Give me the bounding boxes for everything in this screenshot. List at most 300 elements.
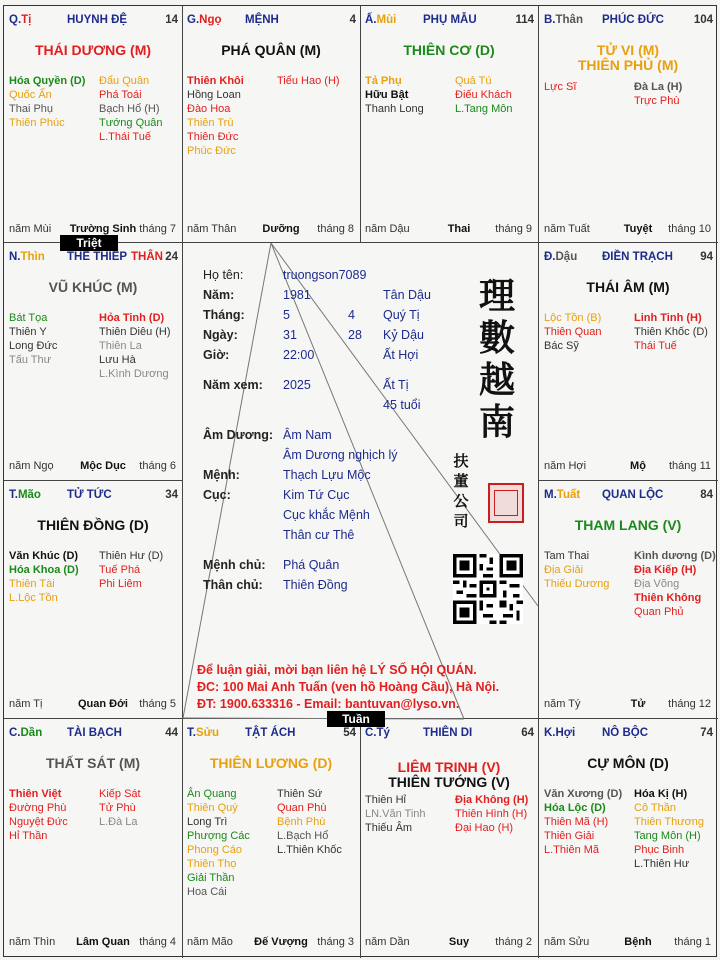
menh-label: Mệnh:	[203, 468, 240, 482]
hour-value: 22:00	[283, 348, 315, 362]
star: Thanh Long	[365, 103, 424, 115]
star: Hoa Cái	[187, 886, 227, 898]
month-lunar: 4	[348, 308, 355, 322]
tuvi-chart	[3, 5, 717, 957]
palace-major-limit: 4	[349, 14, 356, 26]
month-marker: tháng 5	[139, 698, 176, 710]
star: Thiên Y	[9, 326, 47, 338]
star: Quả Tú	[455, 75, 492, 87]
than-chu-value: Thiên Đồng	[283, 578, 348, 592]
main-star: THIÊN TƯỚNG (V)	[388, 774, 510, 790]
stars-right-col	[634, 311, 717, 353]
palace-chi: Hợi	[555, 727, 576, 739]
palace-can: Ấ.	[365, 14, 377, 26]
amduong-value: Âm Nam	[283, 428, 332, 442]
stars-right-col	[277, 787, 360, 857]
palace-footer	[544, 460, 713, 474]
palace-major-limit: 44	[165, 727, 178, 739]
star: Điếu Khách	[455, 89, 512, 101]
star: Thiên Quý	[187, 802, 238, 814]
palace-major-limit: 24	[165, 251, 178, 263]
star: Bác Sỹ	[544, 340, 579, 352]
stars-right-col	[99, 549, 182, 591]
amduong-label: Âm Dương:	[203, 428, 274, 442]
palace-cell-thin[interactable]	[4, 243, 182, 480]
stars-left-col	[187, 787, 277, 899]
palace-cell-than[interactable]	[539, 6, 717, 243]
stars-right-col	[277, 74, 360, 88]
day-solar: 31	[283, 328, 297, 342]
palace-header	[544, 489, 713, 505]
star: Long Đức	[9, 340, 58, 352]
stars-right-col	[455, 793, 538, 835]
month-marker: tháng 8	[317, 223, 354, 235]
star: Quốc Ấn	[9, 89, 52, 101]
palace-name: ĐIỀN TRẠCH	[602, 251, 673, 263]
red-seal	[488, 483, 524, 523]
main-star: LIÊM TRINH (V)	[397, 759, 501, 775]
view-year-label: Năm xem:	[203, 378, 263, 392]
star: Thai Phụ	[9, 103, 54, 115]
palace-footer	[544, 223, 713, 237]
palace-name: MỆNH	[245, 14, 279, 26]
palace-major-limit: 94	[700, 251, 713, 263]
palace-position	[544, 251, 577, 263]
day-lunar: 28	[348, 328, 362, 342]
calligraphy-small	[451, 451, 471, 531]
star: Tả Phụ	[365, 75, 402, 87]
palace-can: K.	[544, 727, 556, 739]
life-phase: Bệnh	[624, 936, 652, 948]
palace-header	[544, 14, 713, 30]
star: Quan Phù	[277, 802, 327, 814]
contact-phone-email[interactable]: ĐT: 1900.633316 - Email: bantuvan@lyso.vn.	[197, 697, 460, 711]
star: Ân Quang	[187, 788, 237, 800]
life-phase: Thai	[447, 223, 471, 235]
triet-badge: Triệt	[60, 235, 118, 251]
center-info-panel	[183, 243, 539, 719]
palace-major-limit: 14	[165, 14, 178, 26]
star: Thiên Diêu (H)	[99, 326, 171, 338]
main-star: THIÊN LƯƠNG (D)	[209, 755, 333, 771]
star: Nguyệt Đức	[9, 816, 68, 828]
name-value: truongson7089	[283, 268, 367, 282]
star: L.Đà La	[99, 816, 138, 828]
main-star: THÁI ÂM (M)	[586, 279, 670, 295]
star: Thiên Tài	[9, 578, 55, 590]
small-limit-year: năm Dậu	[365, 223, 410, 235]
small-limit-year: năm Tý	[544, 698, 581, 710]
year-value: 1981	[283, 288, 311, 302]
palace-position	[544, 489, 580, 501]
main-star: TỬ VI (M)	[596, 42, 660, 58]
star: Phá Toái	[99, 89, 142, 101]
palace-header	[9, 489, 178, 505]
life-phase: Mộc Dục	[80, 460, 126, 472]
stars-right-col	[455, 74, 538, 116]
star: Phượng Các	[187, 830, 250, 842]
star: Hóa Lộc (D)	[544, 802, 606, 814]
palace-chi: Tý	[376, 727, 390, 739]
star: Long Trì	[187, 816, 228, 828]
life-phase: Dưỡng	[262, 223, 300, 235]
stars-left-col	[544, 80, 634, 94]
small-limit-year: năm Dần	[365, 936, 410, 948]
star: Thiên Thọ	[187, 858, 237, 870]
life-phase: Lâm Quan	[76, 936, 130, 948]
palace-cell-ngo[interactable]	[182, 6, 360, 243]
star: Địa Giải	[544, 564, 584, 576]
palace-name: PHỤ MẪU	[423, 14, 477, 26]
palace-can: N.	[9, 251, 21, 263]
star: Phục Binh	[634, 844, 685, 856]
star: Phi Liêm	[99, 578, 142, 590]
than-chu-label: Thân chủ:	[203, 578, 263, 592]
month-marker: tháng 2	[495, 936, 532, 948]
palace-name: TỬ TỨC	[67, 489, 112, 501]
star: Bệnh Phù	[277, 816, 326, 828]
main-star: THẤT SÁT (M)	[45, 755, 141, 771]
palace-header	[544, 251, 713, 267]
palace-position	[187, 727, 219, 739]
small-limit-year: năm Sửu	[544, 936, 590, 948]
palace-position	[9, 489, 41, 501]
palace-name: HUYNH ĐỆ	[67, 14, 128, 26]
main-star: CỰ MÔN (D)	[587, 755, 669, 771]
palace-cell-ty[interactable]	[4, 6, 182, 243]
palace-major-limit: 104	[693, 14, 713, 26]
star: L.Thiên Mã	[544, 844, 600, 856]
palace-chi: Ngọ	[199, 14, 222, 26]
palace-name: THIÊN DI	[423, 727, 473, 739]
star: Thiếu Âm	[365, 822, 413, 834]
star: Hữu Bật	[365, 89, 409, 101]
palace-can: T.	[9, 489, 18, 501]
star: LN.Văn Tinh	[365, 808, 426, 820]
palace-footer	[365, 223, 534, 237]
small-limit-year: năm Mùi	[9, 223, 52, 235]
palace-name: NÔ BỘC	[602, 727, 648, 739]
callig-small-char: 公	[453, 492, 469, 510]
callig-char: 越	[478, 359, 515, 401]
palace-cell-suu[interactable]	[182, 719, 360, 956]
star: Thái Tuế	[634, 340, 677, 352]
month-marker: tháng 4	[139, 936, 176, 948]
star: Bát Tọa	[9, 312, 48, 324]
main-star: THIÊN CƠ (D)	[403, 42, 495, 58]
star: Tiểu Hao (H)	[277, 75, 340, 87]
star: Văn Xương (D)	[544, 788, 623, 800]
palace-position	[365, 14, 396, 26]
star: Đà La (H)	[634, 81, 683, 93]
palace-chi: Tuất	[556, 489, 581, 501]
palace-header	[187, 14, 356, 30]
stars-left-col	[544, 311, 634, 353]
view-year-value: 2025	[283, 378, 311, 392]
star: L.Bạch Hổ	[277, 830, 329, 842]
star: Trực Phù	[634, 95, 680, 107]
star: Đào Hoa	[187, 103, 231, 115]
contact-line-1: Để luận giải, mời bạn liên hệ LÝ SỐ HỘI QUÁN.	[197, 663, 477, 677]
palace-major-limit: 84	[700, 489, 713, 501]
callig-small-char: 司	[453, 512, 469, 530]
star: Tử Phù	[99, 802, 136, 814]
month-marker: tháng 7	[139, 223, 176, 235]
star: Thiên Hình (H)	[455, 808, 528, 820]
palace-footer	[9, 698, 178, 712]
star: Tuế Phá	[99, 564, 141, 576]
palace-footer	[9, 460, 178, 474]
stars-left-col	[9, 787, 99, 843]
palace-cell-mao[interactable]	[4, 481, 182, 718]
star: Thiên Hỉ	[365, 794, 406, 806]
callig-char: 數	[478, 317, 515, 359]
stars-left-col	[365, 74, 455, 116]
month-marker: tháng 1	[674, 936, 711, 948]
month-marker: tháng 11	[668, 460, 711, 472]
small-limit-year: năm Hợi	[544, 460, 587, 472]
menh-value: Thạch Lựu Mộc	[283, 468, 371, 482]
palace-major-limit: 74	[700, 727, 713, 739]
small-limit-year: năm Mão	[187, 936, 233, 948]
star: Thiên Khôi	[187, 75, 244, 87]
palace-header	[187, 727, 356, 743]
month-marker: tháng 12	[668, 698, 711, 710]
view-year-can-chi: Ất Tị	[383, 378, 409, 392]
contact-address: ĐC: 100 Mai Anh Tuấn (ven hồ Hoàng Cầu), Hà Nội.	[197, 680, 500, 694]
stars-left-col	[9, 74, 99, 130]
main-star: THAM LANG (V)	[574, 517, 682, 533]
star: Hóa Kị (H)	[634, 788, 688, 800]
palace-name: THẾ THIẾP	[67, 251, 128, 263]
star: L.Thái Tuế	[99, 131, 151, 143]
palace-can: C.	[365, 727, 377, 739]
amduong-note: Âm Dương nghịch lý	[283, 448, 398, 462]
life-phase: Tuyệt	[623, 223, 653, 235]
palace-cell-hoi[interactable]	[539, 719, 717, 956]
life-phase: Tử	[630, 698, 646, 710]
stars-left-col	[365, 793, 455, 835]
palace-cell-dan[interactable]	[4, 719, 182, 956]
callig-small-char: 董	[453, 472, 469, 490]
palace-position	[365, 727, 390, 739]
month-marker: tháng 6	[139, 460, 176, 472]
palace-can: T.	[187, 727, 196, 739]
stars-right-col	[634, 549, 717, 619]
star: Phong Cáo	[187, 844, 243, 856]
star: Lực Sĩ	[544, 81, 577, 93]
main-star: THIÊN PHỦ (M)	[577, 57, 679, 73]
than-cu-note: Thân cư Thê	[283, 528, 355, 542]
stars-right-col	[99, 74, 182, 144]
star: Văn Khúc (D)	[9, 550, 79, 562]
stars-left-col	[9, 549, 99, 605]
star: Thiên Hư (D)	[99, 550, 164, 562]
palace-can: C.	[9, 727, 21, 739]
palace-header	[365, 14, 534, 30]
palace-footer	[187, 936, 356, 950]
star: Thiên Sứ	[277, 788, 323, 800]
cuc-note: Cục khắc Mệnh	[283, 508, 370, 522]
palace-name: QUAN LỘC	[602, 489, 664, 501]
palace-major-limit: 64	[521, 727, 534, 739]
star: Cô Thần	[634, 802, 676, 814]
star: Thiên Không	[634, 592, 702, 604]
palace-position	[9, 14, 31, 26]
star: Linh Tinh (H)	[634, 312, 702, 324]
life-phase: Trường Sinh	[69, 223, 137, 235]
life-phase: Quan Đới	[78, 698, 128, 710]
menh-chu-label: Mệnh chủ:	[203, 558, 266, 572]
small-limit-year: năm Thìn	[9, 936, 56, 948]
palace-major-limit: 114	[515, 14, 534, 26]
palace-chi: Tị	[21, 14, 32, 26]
palace-footer	[544, 936, 713, 950]
than-marker: THÂN	[131, 251, 163, 263]
stars-right-col	[634, 787, 717, 871]
star: Phúc Đức	[187, 145, 236, 157]
qr-code[interactable]	[453, 554, 523, 624]
month-marker: tháng 9	[495, 223, 532, 235]
palace-chi: Thìn	[20, 251, 45, 263]
star: Hóa Khoa (D)	[9, 564, 79, 576]
month-label: Tháng:	[203, 308, 245, 322]
star: Hỏa Tinh (D)	[99, 312, 165, 324]
star: Thiên Đức	[187, 131, 239, 143]
star: Địa Không (H)	[455, 794, 529, 806]
stars-left-col	[544, 787, 634, 857]
star: Tấu Thư	[9, 354, 52, 366]
month-marker: tháng 10	[668, 223, 711, 235]
main-star: THIÊN ĐỒNG (D)	[37, 517, 149, 533]
cuc-value: Kim Tứ Cục	[283, 488, 350, 502]
star: L.Thiên Khốc	[277, 844, 342, 856]
star: L.Kình Dương	[99, 368, 169, 380]
palace-cell-mui[interactable]	[360, 6, 538, 243]
star: Thiên Quan	[544, 326, 602, 338]
star: Đẩu Quân	[99, 75, 150, 87]
main-star: VŨ KHÚC (M)	[48, 279, 138, 295]
palace-position	[544, 727, 575, 739]
palace-can: Đ.	[544, 251, 556, 263]
year-label: Năm:	[203, 288, 235, 302]
small-limit-year: năm Thân	[187, 223, 237, 235]
star: Hóa Quyền (D)	[9, 75, 86, 87]
star: Thiên Khốc (D)	[634, 326, 708, 338]
palace-chi: Dậu	[555, 251, 578, 263]
stars-right-col	[634, 80, 717, 108]
palace-chi: Mùi	[376, 14, 397, 26]
palace-major-limit: 34	[165, 489, 178, 501]
day-can-chi: Kỷ Dậu	[383, 328, 424, 342]
name-label: Họ tên:	[203, 268, 244, 282]
day-label: Ngày:	[203, 328, 238, 342]
palace-name: TẬT ÁCH	[245, 727, 296, 739]
palace-header	[365, 727, 534, 743]
palace-chi: Mão	[17, 489, 41, 501]
small-limit-year: năm Ngọ	[9, 460, 54, 472]
main-star: THÁI DƯƠNG (M)	[34, 42, 152, 58]
star: Hồng Loan	[187, 89, 241, 101]
stars-left-col	[187, 74, 277, 158]
palace-position	[9, 251, 45, 263]
callig-char: 理	[478, 275, 515, 317]
star: Địa Kiếp (H)	[634, 564, 697, 576]
palace-chi: Sửu	[195, 727, 219, 739]
palace-can: G.	[187, 14, 200, 26]
palace-header	[9, 14, 178, 30]
tuan-badge: Tuần	[327, 711, 385, 727]
stars-right-col	[99, 311, 182, 381]
palace-position	[544, 14, 583, 26]
palace-chi: Thân	[555, 14, 583, 26]
star: Đường Phù	[9, 802, 67, 814]
calligraphy-logo	[475, 275, 519, 443]
star: Kiếp Sát	[99, 788, 141, 800]
palace-header	[9, 727, 178, 743]
palace-header	[544, 727, 713, 743]
palace-footer	[544, 698, 713, 712]
month-solar: 5	[283, 308, 290, 322]
stars-right-col	[99, 787, 182, 829]
palace-name: PHÚC ĐỨC	[602, 14, 664, 26]
callig-char: 南	[478, 401, 515, 443]
palace-name: TÀI BẠCH	[67, 727, 122, 739]
star: Hỉ Thần	[9, 830, 48, 842]
star: L.Thiên Hư	[634, 858, 690, 870]
life-phase: Mộ	[630, 460, 646, 472]
month-can-chi: Quý Tị	[383, 308, 420, 322]
main-star: PHÁ QUÂN (M)	[221, 42, 321, 58]
small-limit-year: năm Tị	[9, 698, 43, 710]
hour-can-chi: Ất Hợi	[383, 348, 419, 362]
palace-position	[187, 14, 222, 26]
palace-footer	[9, 936, 178, 950]
star: Giải Thần	[187, 872, 235, 884]
small-limit-year: năm Tuất	[544, 223, 590, 235]
star: Thiên Việt	[9, 788, 62, 800]
palace-cell-ty2[interactable]	[360, 719, 538, 956]
star: L.Lộc Tồn	[9, 592, 58, 604]
star: Kình dương (D)	[634, 550, 716, 562]
star: Thiên Giải	[544, 830, 595, 842]
star: Thiên Mã (H)	[544, 816, 609, 828]
star: Tang Môn (H)	[634, 830, 701, 842]
stars-left-col	[9, 311, 99, 367]
palace-header	[9, 251, 178, 267]
star: Tam Thai	[544, 550, 590, 562]
star: Lộc Tồn (B)	[544, 312, 602, 324]
palace-chi: Dần	[20, 727, 43, 739]
palace-cell-tuat[interactable]	[539, 481, 717, 718]
star: Tướng Quân	[99, 117, 163, 129]
star: Thiên Phúc	[9, 117, 65, 129]
star: Lưu Hà	[99, 354, 136, 366]
month-marker: tháng 3	[317, 936, 354, 948]
palace-cell-dau[interactable]	[539, 243, 717, 480]
palace-position	[9, 727, 42, 739]
star: Thiên Thương	[634, 816, 705, 828]
star: Đại Hao (H)	[455, 822, 514, 834]
life-phase: Đế Vượng	[254, 936, 308, 948]
star: Quan Phủ	[634, 606, 684, 618]
palace-can: M.	[544, 489, 557, 501]
stars-left-col	[544, 549, 634, 591]
star: Thiên La	[99, 340, 142, 352]
star: L.Tang Môn	[455, 103, 513, 115]
palace-footer	[365, 936, 534, 950]
star: Thiếu Dương	[544, 578, 610, 590]
